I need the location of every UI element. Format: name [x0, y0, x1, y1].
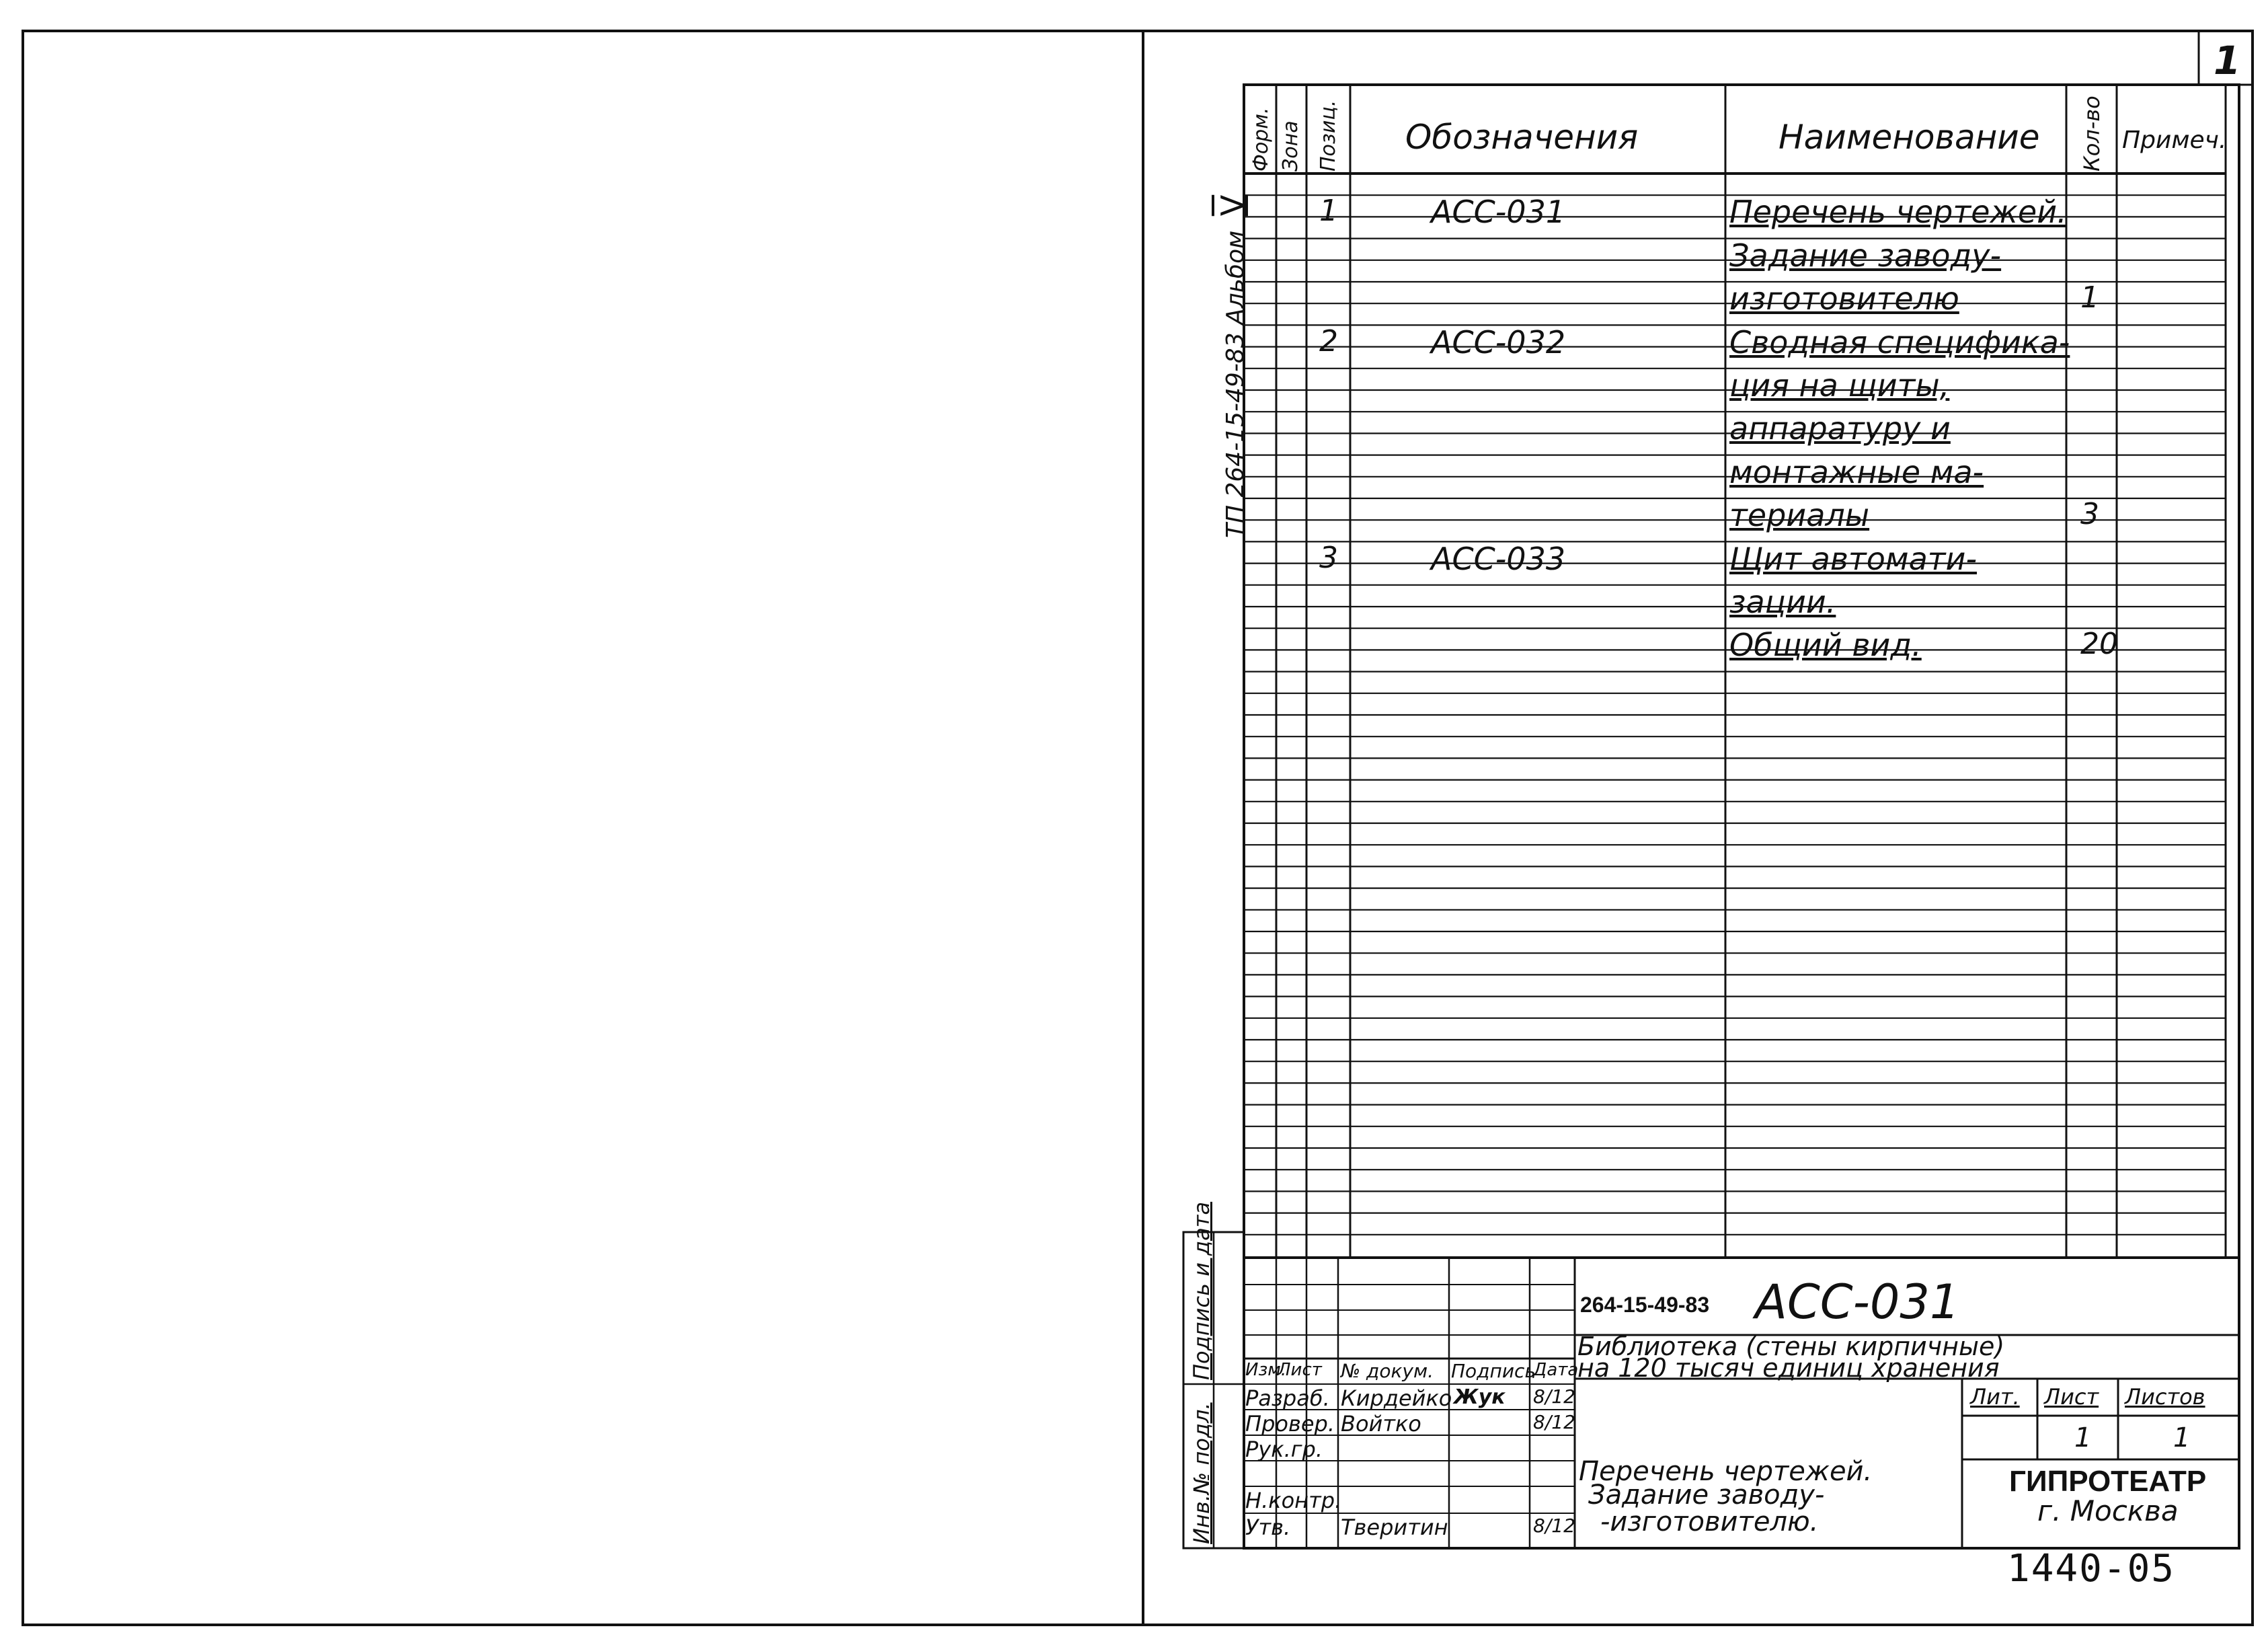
row-quantity: 1 [2080, 280, 2099, 315]
row-position: 2 [1319, 323, 1338, 358]
row-quantity: 20 [2080, 627, 2118, 662]
staff-name: Тверитин [1341, 1515, 1448, 1540]
sheets-value: 1 [2173, 1422, 2191, 1453]
staff-date: 8/12 [1533, 1411, 1575, 1433]
header-format: Форм. [1249, 107, 1273, 171]
doc-title-line1: Перечень чертежей. [1579, 1456, 1873, 1487]
header-name: Наименование [1778, 118, 2040, 157]
row-name: монтажные ма- [1729, 453, 1984, 490]
row-name: ция на щиты, [1729, 367, 1950, 404]
row-name: Задание заводу- [1729, 237, 2002, 274]
staff-signature: Жук [1454, 1385, 1506, 1409]
project-name-line2: на 120 тысяч единиц хранения [1577, 1353, 2000, 1383]
archive-number: 1440-05 [2007, 1547, 2176, 1591]
row-name: Щит автомати- [1729, 540, 1978, 577]
row-designation: АСС-031 [1431, 194, 1566, 231]
row-designation: АСС-032 [1431, 323, 1566, 360]
header-quantity: Кол-во [2079, 96, 2105, 171]
staff-role: Утв. [1245, 1515, 1291, 1540]
label-lit: Лит. [1970, 1384, 2020, 1410]
organization-name: ГИПРОТЕАТР [2009, 1465, 2207, 1498]
staff-date: 8/12 [1533, 1385, 1575, 1408]
album-code-text: ТП 264-15-49-83 Альбом [1222, 230, 1249, 538]
project-code: 264-15-49-83 [1580, 1293, 1710, 1317]
organization-city: г. Москва [2037, 1494, 2179, 1527]
label-sheet-box: Лист [2044, 1384, 2099, 1410]
row-name: Общий вид. [1729, 627, 1922, 664]
album-number: V [1214, 194, 1251, 217]
row-quantity: 3 [2080, 497, 2099, 532]
sheet-value: 1 [2074, 1422, 2092, 1453]
row-name: Сводная специфика- [1729, 323, 2070, 360]
header-position: Позиц. [1317, 100, 1340, 171]
header-designation: Обозначения [1405, 118, 1639, 157]
label-signature: Подпись [1451, 1360, 1536, 1382]
sheet-number: 1 [2214, 38, 2241, 83]
staff-role: Разраб. [1245, 1385, 1330, 1411]
label-date: Дата [1533, 1360, 1579, 1380]
label-sheets-box: Листов [2125, 1384, 2205, 1410]
document-code: АСС-031 [1755, 1274, 1960, 1330]
row-position: 1 [1319, 194, 1338, 229]
row-name: териалы [1729, 497, 1870, 534]
row-name: зации. [1729, 584, 1836, 620]
staff-role: Рук.гр. [1245, 1437, 1323, 1462]
staff-name: Войтко [1341, 1411, 1421, 1437]
stamp-signature-date: Подпись и дата [1189, 1201, 1214, 1380]
staff-role: Н.контр. [1245, 1488, 1342, 1513]
header-note: Примеч. [2122, 126, 2227, 154]
label-sheet: Лист [1278, 1360, 1322, 1380]
label-doc-number: № докум. [1341, 1360, 1434, 1382]
row-name: изготовителю [1729, 280, 1959, 317]
staff-name: Кирдейко [1341, 1385, 1452, 1411]
doc-title-line3: -изготовителю. [1600, 1506, 1819, 1537]
doc-title-line2: Задание заводу- [1588, 1480, 1825, 1511]
stamp-inv-original: Инв.№ подл. [1189, 1402, 1214, 1544]
row-name: аппаратуру и [1729, 410, 1951, 447]
project-name-line1: Библиотека (стены кирпичные) [1577, 1332, 2005, 1361]
header-zone: Зона [1279, 120, 1302, 171]
staff-date: 8/12 [1533, 1515, 1575, 1537]
album-code [1214, 195, 1251, 538]
row-designation: АСС-033 [1431, 540, 1566, 577]
row-name: Перечень чертежей. [1729, 194, 2067, 231]
staff-role: Провер. [1245, 1411, 1335, 1437]
row-position: 3 [1319, 540, 1338, 575]
label-change: Изм. [1245, 1360, 1287, 1380]
